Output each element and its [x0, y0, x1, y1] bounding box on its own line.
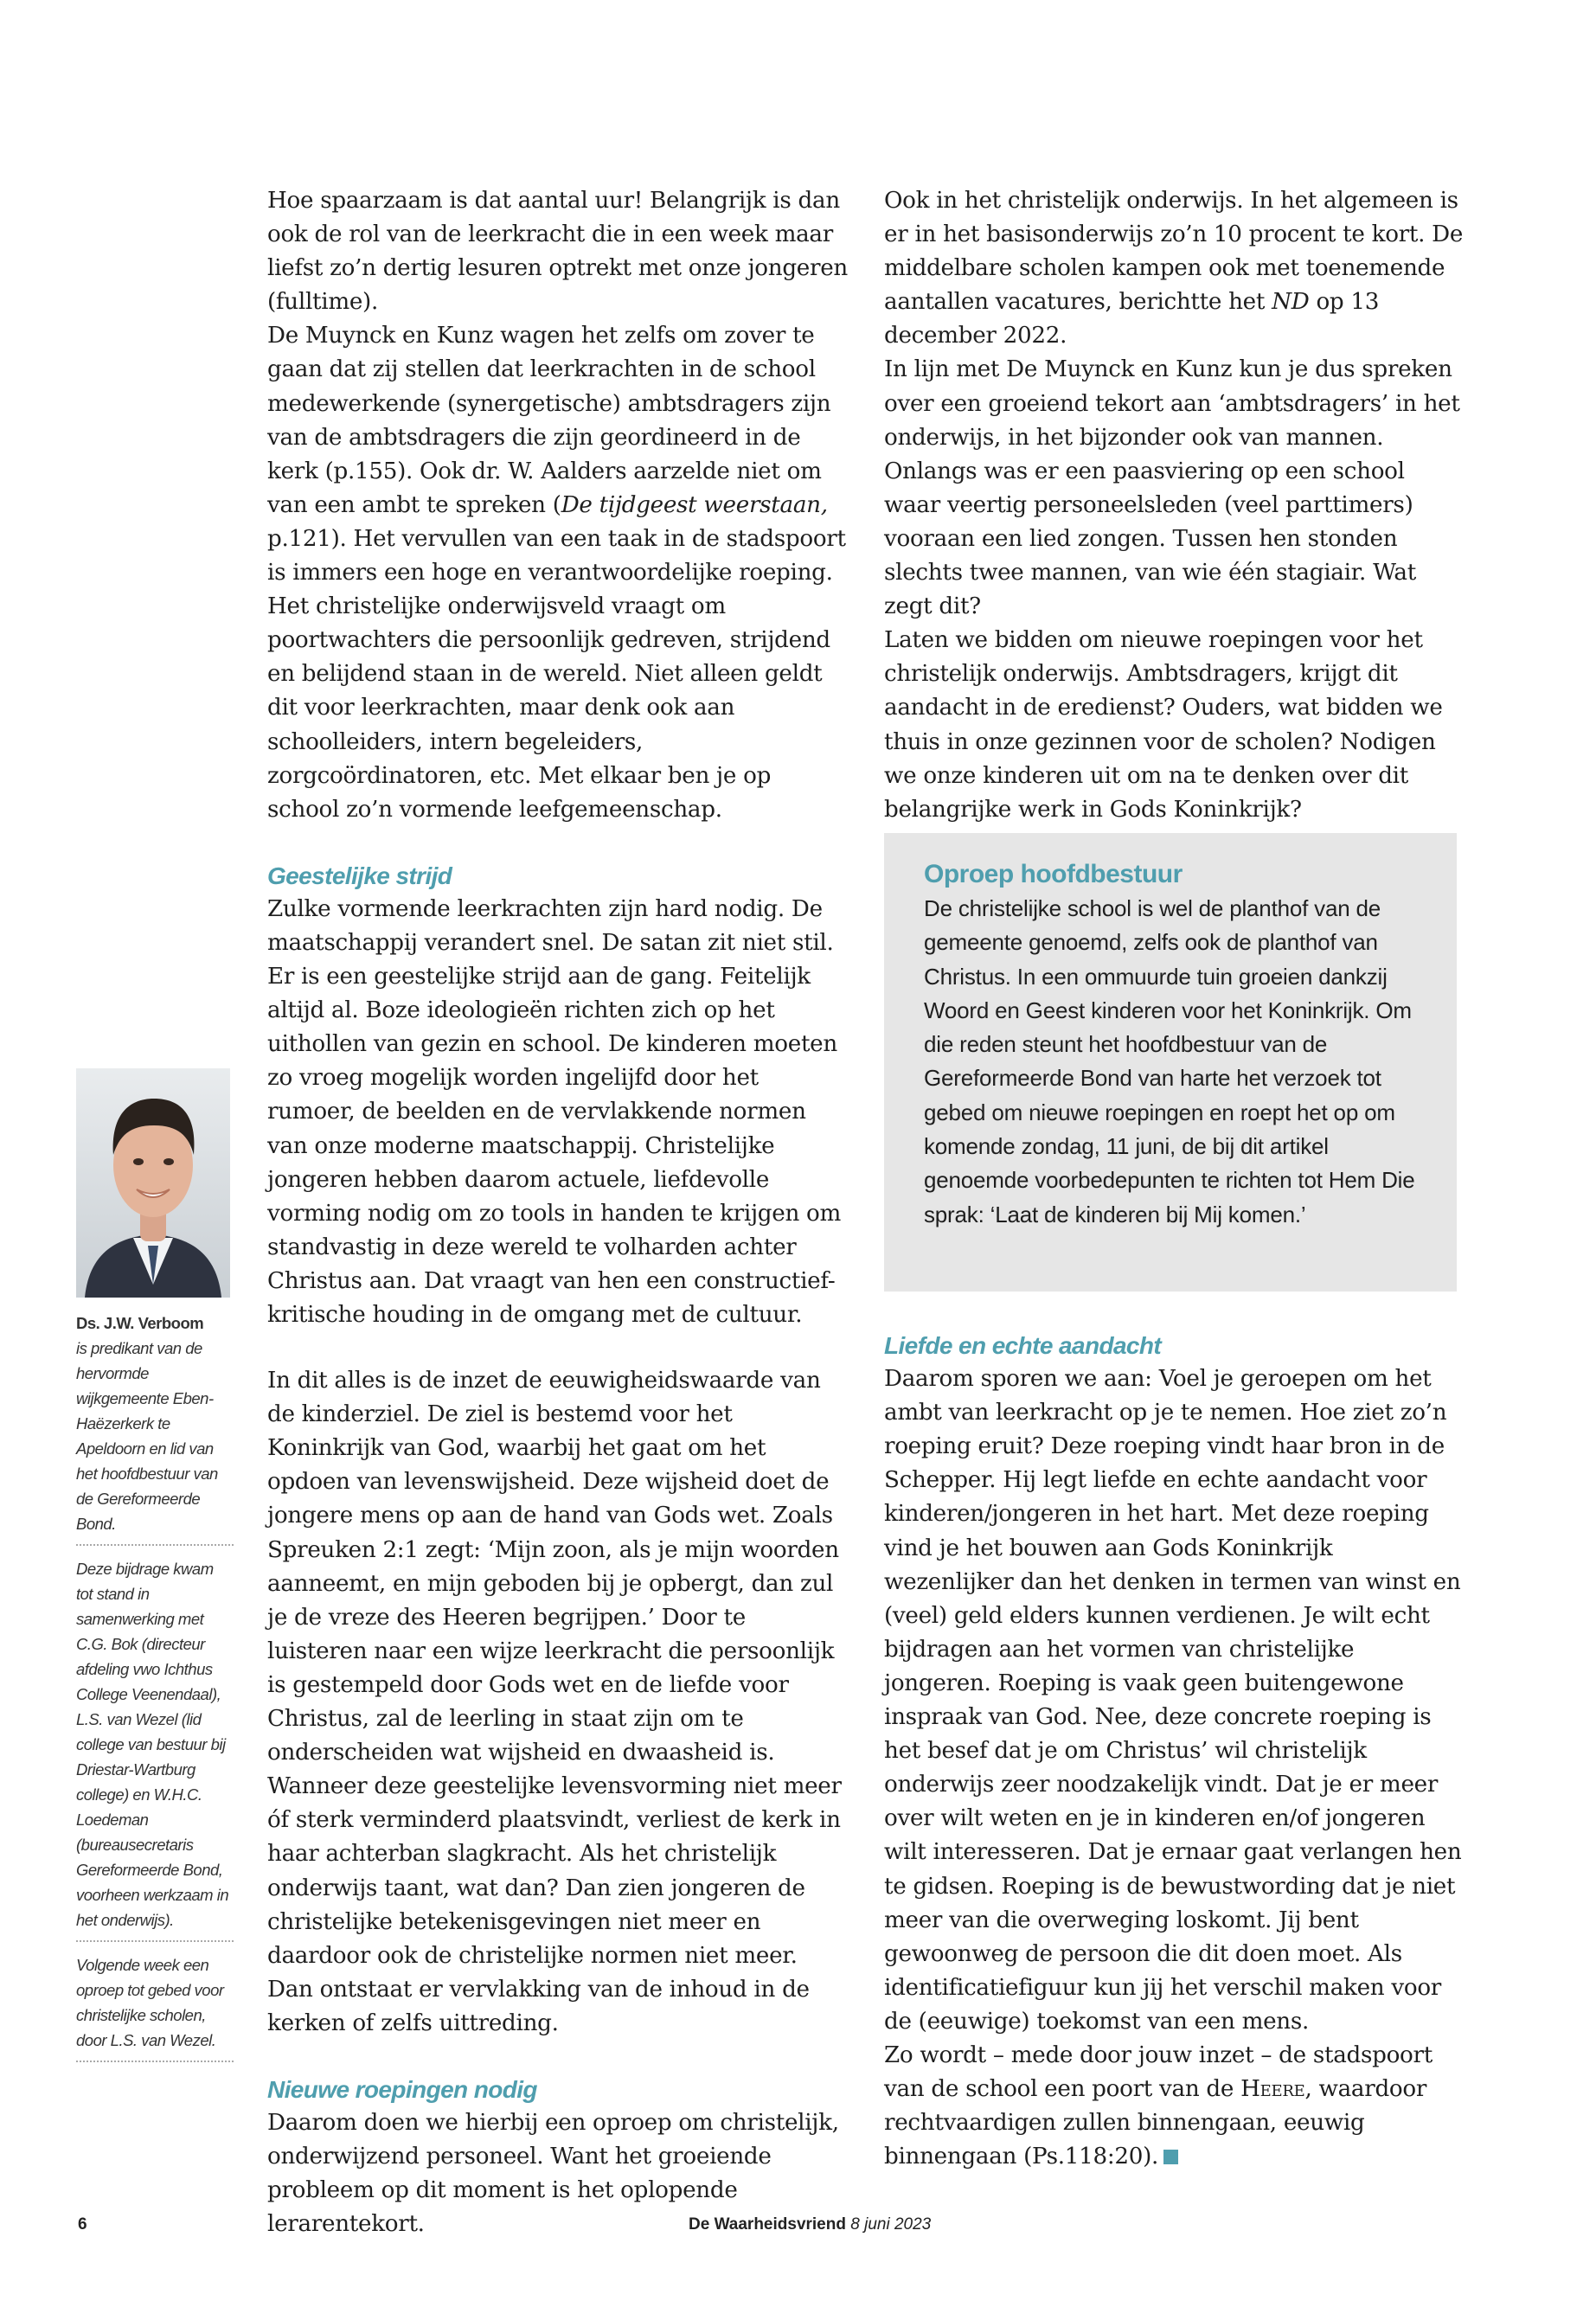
author-photo — [76, 1068, 230, 1298]
next-week-note: Volgende week een oproep tot gebed voor christelijke scholen, door L.S. van Wezel. — [76, 1956, 224, 2049]
heading-nieuwe-roepingen: Nieuwe roepingen nodig — [267, 2075, 537, 2103]
author-name: Ds. J.W. Verboom — [76, 1314, 204, 1332]
column-right-top — [884, 184, 1465, 827]
column-right-bottom — [884, 1329, 1465, 2174]
paragraph-levensvorming: Wanneer deze geestelijke levensvorming niet meer óf sterk verminderd plaatsvindt, verliest de kerk in haar achterban slagkracht. Als het christelijk onderwijs taant, wat dan? Dan zien jongeren de christelijke betekenisgevingen niet meer en daardoor ook de christelijke normen niet meer. Dan ontstaat er vervlakking van de inhoud in de kerken of zelfs uittreding. — [267, 1773, 842, 2036]
divider — [76, 2061, 234, 2062]
callout-box — [884, 833, 1457, 1292]
footer-credit — [689, 2215, 931, 2234]
divider — [76, 1544, 234, 1546]
collaboration-note: Deze bijdrage kwam tot stand in samenwerking met C.G. Bok (directeur afdeling vwo Ichthus College Veenendaal), L.S. van Wezel (lid college van bestuur bij Driestar-Wartburg college) en W.H.C. Loedeman (bureausecretaris Gereformeerde Bond, voorheen werkzaam in het onderwijs). — [76, 1560, 229, 1929]
divider — [76, 1940, 234, 1942]
paragraph-intro: Hoe spaarzaam is dat aantal uur! Belangrijk is dan ook de rol van de leerkracht die in een week maar liefst zo’n dertig lesuren optrekt met onze jongeren (fulltime). — [267, 188, 848, 316]
callout-text: De christelijke school is wel de planthof van de gemeente genoemd, zelfs ook de planthof van Christus. In een ommuurde tuin groeien dankzij Woord en Geest kinderen voor het Koninkrijk. Om die reden steunt het hoofdbestuur van de Gereformeerde Bond van harte het verzoek tot gebed om nieuwe roepingen en roept het op om komende zondag, 11 juni, de bij dit artikel genoemde voorbedepunten te richten tot Hem Die sprak: ‘Laat de kinderen bij Mij komen.’ — [924, 895, 1415, 1227]
paragraph-ambt: De Muynck en Kunz wagen het zelfs om zover te gaan dat zij stellen dat leerkrachten in de school medewerkende (synergetische) ambtsdragers zijn van de ambtsdragers die zijn geordineerd in de kerk (p.155). Ook dr. W. Aalders aarzelde niet om van een ambt te spreken (De tijdgeest weerstaan, p.121). Het vervullen van een taak in de stadspoort is immers een hoge en verantwoordelijke roeping. Het christelijke onderwijsveld vraagt om poortwachters die persoonlijk gedreven, strijdend en belijdend staan in de wereld. Niet alleen geldt dit voor leerkrachten, maar denk ook aan schoolleiders, intern begeleiders, zorgcoördinatoren, etc. Met elkaar ben je op school zo’n vormende leefgemeenschap. — [267, 323, 846, 823]
paragraph-tekort: In lijn met De Muynck en Kunz kun je dus spreken over een groeiend tekort aan ‘ambtsdragers’ in het onderwijs, in het bijzonder ook van mannen. Onlangs was er een paasviering op een school waar veertig personeelsleden (veel parttimers) vooraan een lied zongen. Tussen hen stonden slechts twee mannen, van wie één stagiair. Wat zegt dit? — [884, 356, 1460, 620]
paragraph-kinderziel: In dit alles is de inzet de eeuwigheidswaarde van de kinderziel. De ziel is bestemd voor het Koninkrijk van God, waarbij het gaat om het opdoen van levenswijsheid. Deze wijsheid doet de jongere mens op aan de hand van Gods wet. Zoals Spreuken 2:1 zegt: ‘Mijn zoon, als je mijn woorden aanneemt, en mijn geboden bij je opbergt, dan zul je de vreze des Heeren begrijpen.’ Door te luisteren naar een wijze leerkracht die persoonlijk is gestempeld door Gods wet en de liefde voor Christus, zal de leerling in staat zijn om te onderscheiden wat wijsheid en dwaasheid is. — [267, 1368, 839, 1766]
column-left — [267, 184, 849, 2241]
author-bio: Ds. J.W. Verboom is predikant van de hervormde wijkgemeente Eben-Haëzerkerk te Apeldoorn en lid van het hoofdbestuur van de Gereformeerde Bond. — [76, 1314, 218, 1533]
heere-smallcaps: Heere — [1240, 2076, 1305, 2103]
paragraph-strijd: Zulke vormende leerkrachten zijn hard nodig. De maatschappij verandert snel. De satan zit niet stil. Er is een geestelijke strijd aan de gang. Feitelijk altijd al. Boze ideologieën richten zich op het uithollen van gezin en school. De kinderen moeten zo vroeg mogelijk worden ingelijfd door het rumoer, de beelden en de vervlakkende normen van onze moderne maatschappij. Christelijke jongeren hebben daarom actuele, liefdevolle vorming nodig om zo tools in handen te krijgen om standvastig in deze wereld te volharden achter Christus aan. Dat vraagt van hen een constructief-kritische houding in de omgang met de cultuur. — [267, 895, 842, 1328]
paragraph-oproep: Daarom doen we hierbij een oproep om christelijk, onderwijzend personeel. Want het groeiende probleem op dit moment is het oplopende lerarentekort. — [267, 2110, 839, 2238]
paragraph-bidden: Laten we bidden om nieuwe roepingen voor het christelijk onderwijs. Ambtsdragers, krijgt dit aandacht in de eredienst? Ouders, wat bidden we thuis in onze gezinnen voor de scholen? Nodigen we onze kinderen uit om na te denken over dit belangrijke werk in Gods Koninkrijk? — [884, 627, 1443, 823]
end-mark-icon — [1163, 2150, 1178, 2164]
heading-liefde: Liefde en echte aandacht — [884, 1332, 1162, 1359]
page-number: 6 — [78, 2215, 87, 2234]
paragraph-stadspoort: Zo wordt – mede door jouw inzet – de stadspoort van de school een poort van de Heere, waardoor rechtvaardigen zullen binnengaan, eeuwig binnengaan (Ps.118:20). — [884, 2041, 1433, 2170]
paragraph-roeping: Daarom sporen we aan: Voel je geroepen om het ambt van leerkracht op je te nemen. Hoe ziet zo’n roeping eruit? Deze roeping vindt haar bron in de Schepper. Hij legt liefde en echte aandacht voor kinderen/jongeren in het hart. Met deze roeping vind je het bouwen aan Gods Koninkrijk wezenlijker dan het denken in termen van winst en (veel) geld elders kunnen verdienen. Je wilt echt bijdragen aan het vormen van christelijke jongeren. Roeping is vaak geen buitengewone inspraak van God. Nee, deze concrete roeping is het besef dat je om Christus’ wil christelijk onderwijs zeer noodzakelijk vindt. Dat je er meer over wilt weten en je in kinderen en/of jongeren wilt interesseren. Dat je ernaar gaat verlangen hen te gidsen. Roeping is de bewustwording dat je niet meer van die overweging loskomt. Jij bent gewoonweg de persoon die dit doen moet. Als identificatiefiguur kun jij het verschil maken voor de (eeuwige) toekomst van een mens. — [884, 1366, 1462, 2035]
book-title: De tijdgeest weerstaan, — [561, 491, 828, 518]
paragraph-onderwijs: Ook in het christelijk onderwijs. In het algemeen is er in het basisonderwijs zo’n 10 procent te kort. De middelbare scholen kampen ook met toenemende aantallen vacatures, berichtte het ND op 13 december 2022. — [884, 188, 1464, 349]
issue-date: 8 juni 2023 — [850, 2215, 932, 2234]
magazine-name: De Waarheidsvriend — [689, 2215, 846, 2234]
callout-title: Oproep hoofdbestuur — [924, 860, 1183, 888]
author-sidebar — [76, 1311, 234, 2073]
newspaper-abbrev: ND — [1272, 289, 1310, 316]
portrait-illustration — [76, 1068, 230, 1298]
heading-geestelijke-strijd: Geestelijke strijd — [267, 862, 452, 889]
